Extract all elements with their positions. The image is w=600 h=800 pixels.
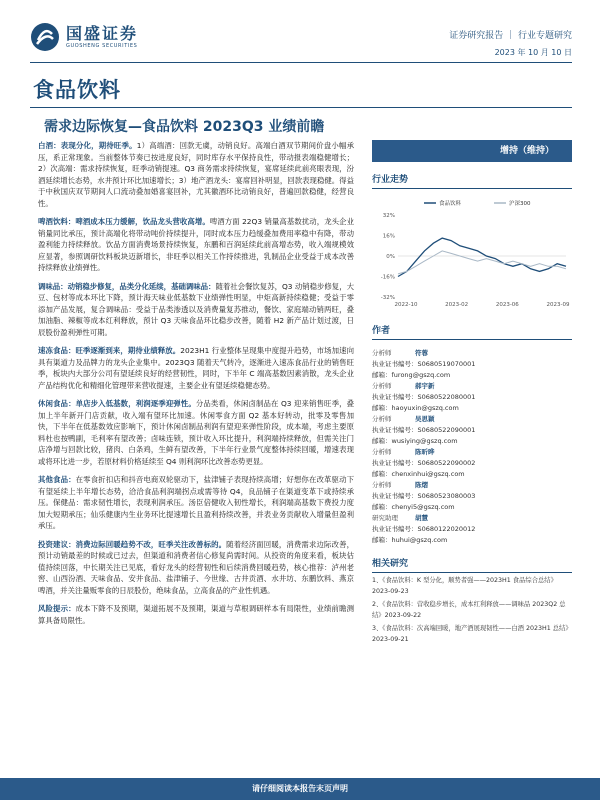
page-title: 食品饮料: [33, 78, 121, 102]
rating-badge: 增持（维持）: [372, 140, 572, 162]
related-research-list: [372, 576, 572, 645]
related-section-title: 相关研究: [372, 556, 572, 573]
paragraph: 休闲食品：单店步入低基数，利润逐季迎弹性。分品类看，休闲卤制品在 Q3 迎来销售旺季，叠加上半年新开门店贡献，收入端有望环比加速。休闲零食方面 Q2 基本好转动，批零及零售加快，下半年在低基数效应影响下，预计休闲卤制品利润有望迎来弹性阶段，成本端，考虑主要原料杜也按鸭副，毛利率有望改善；卤味连锁，预计收入环比提升，利润端持续释放，但需关注门店净增与回款比较，猪肉、白条鸡，生鲜有望改善，下半年行业景气度整体持续回暖，增速表现或将环比进一步，若原材料价格延续至 Q4 则利润环比改善态势更显。: [38, 399, 354, 466]
author-email[interactable]: wusiying@gszq.com: [391, 437, 458, 445]
title-divider: [30, 107, 572, 108]
author-entry: 分析师 陈昕晔 执业证书编号： S0680522090002 邮箱： chenxinhui@gszq.com: [372, 448, 476, 478]
authors-list: [372, 348, 572, 546]
report-title: 需求边际恢复—食品饮料 2023Q3 业绩前瞻: [44, 119, 325, 135]
logo-chinese-name: 国盛证券: [66, 24, 139, 43]
y-tick-label: 0%: [386, 254, 395, 260]
paragraph: 啤酒饮料：啤酒成本压力缓解，饮品龙头营收高增。啤酒方面 22Q3 销量高基数扰动，龙头企业销量同比承压，预计高端化将带动吨价持续提升，同时成本压力趋缓叠加费用率稳中有降，带动盈利能力持续释放。饮品方面消费场景持续恢复，东鹏和百润延续此前高增态势，收入端规模效应显著，参照调研饮料板块迈新增长，非旺季以相关工作持续推进，乳制品企业受益于成本改善持续释放业绩弹性。: [38, 217, 354, 272]
footer-disclaimer: 请仔细阅读本报告末页声明: [252, 784, 348, 793]
paragraph: 速冻食品：旺季逐渐到来，期待业绩释放。2023H1 行业整体呈现集中度提升趋势，市场加速向具有渠道力及品牌力的龙头企业集中。2023Q3 随着天气转冷，逐渐进入速冻食品行业的销售旺季，板块内大部分公司有望延续良好的经营韧性，同时，下半年 C 端高基数因素消散，龙头企业产品结构优化和精细化管理带来营收提速，主要企业有望延续稳健态势。: [38, 346, 354, 390]
y-tick-label: -16%: [380, 274, 395, 281]
report-date: 2023 年 10 月 10 日: [494, 48, 572, 57]
paragraph: 风险提示：成本下降不及预期，渠道拓展不及预期，渠道与草根调研样本有局限性，业绩前瞻测算具备局限性。: [38, 604, 354, 625]
x-tick-label: 2023-06: [495, 302, 519, 308]
related-item[interactable]: 2、《食品饮料：营收稳步增长，成本红利释放——调味品 2023Q2 总结》2023-09-22: [372, 601, 566, 619]
legend-label: 食品饮料: [439, 201, 462, 207]
related-item[interactable]: 1、《食品饮料：K 型分化，顺势者强——2023H1 食品综合总结》2023-09-23: [372, 577, 557, 595]
header-divider: [30, 62, 572, 63]
related-item[interactable]: 3、《食品饮料：次高端回暖，地产酒展现韧性——白酒 2023H1 总结》2023-09-21: [372, 625, 572, 643]
main-body: [38, 140, 354, 633]
authors-section-title: 作者: [372, 323, 572, 340]
x-tick-label: 2023-09: [546, 302, 570, 308]
author-email[interactable]: huhui@gszq.com: [391, 536, 448, 544]
author-email[interactable]: haoyuxin@gszq.com: [391, 404, 459, 412]
y-tick-label: 32%: [382, 213, 395, 219]
author-entry: 分析师 郝宇新 执业证书编号： S0680522080001 邮箱： haoyuxin@gszq.com: [372, 382, 476, 412]
author-entry: 分析师 陈熠 执业证书编号： S0680523080003 邮箱： chenyi5@gszq.com: [372, 481, 476, 511]
trend-section-title: 行业走势: [372, 172, 572, 189]
paragraph: 投资建议：消费边际回暖趋势不改，旺季关注改善标的。随着经济面回暖，消费需求边际改善，预计动销最差的时候或已过去，但渠道和消费者信心修复尚需时间。从投资的角度来看，板块估值持续回落，中长期关注已见底，看好龙头的经营韧性和后续消费回暖趋势，核心推荐：泸州老窖、山西汾酒、天味食品、安井食品、盐津铺子、今世缘、古井贡酒、水井坊、东鹏饮料、燕京啤酒，并关注量贩零食的日辰股份，绝味食品，立高食品的产业性机遇。: [38, 539, 354, 595]
paragraph: 调味品：动销稳步修复，品类分化延续，基础调味品：随着社会餐饮复苏，Q3 动销稳步修复，大豆、包材等成本环比下降，预计海天味业低基数下业绩弹性明显，中炬高新持续稳健；受益于零添加产品发展，复合调味品：受益于品类渗透以及消费量复苏推动，餐饮、家庭端动销两旺，叠加油脂、辣椒等成本红利释放，预计 Q3 天味食品环比稳步改善，随着 H2 新产品计划过渡，日辰股份盈利弹性可期。: [38, 281, 354, 337]
x-tick-label: 2022-10: [394, 302, 418, 308]
sidebar: [372, 140, 572, 648]
series-line: [398, 238, 566, 276]
logo-english-name: GUOSHENG SECURITIES: [66, 43, 138, 49]
author-entry: 研究助理 胡慧 执业证书编号： S0680122020012 邮箱： huhui@gszq.com: [372, 514, 476, 544]
trend-chart: [372, 195, 572, 313]
paragraph: 白酒：表现分化，期待旺季。1）高端酒：回款无虞，动销良好。高端白酒双节期间价盘小幅承压，系正常现象。当前整体节奏已按进度良好，同时库存水平保持良性，带动报表端稳健增长；2）次高端：需求持续恢复，旺季动销提速。Q3 商务需求持续恢复，宴席延续此前亮眼表现，汾酒延续增长态势，水井预计环比加速增长；3）地产酒龙头：宴席回补明显，回款表现稳健。得益于中秋国庆双节期间人口流动叠加婚喜宴回补，尤其徽酒环比动销良好，普遍回款稳健，经营良性。: [38, 141, 354, 208]
x-tick-label: 2023-02: [445, 302, 469, 308]
author-email[interactable]: furong@gszq.com: [391, 371, 451, 379]
author-entry: 分析师 符蓉 执业证书编号： S0680519070001 邮箱： furong@gszq.com: [372, 349, 476, 379]
footer-bar: [0, 778, 600, 800]
y-tick-label: 16%: [382, 233, 395, 240]
report-header: [0, 0, 600, 66]
trend-chart-svg: [372, 195, 572, 313]
report-type: 证券研究报告 ｜ 行业专题研究: [449, 31, 572, 41]
logo-mark-icon: [30, 22, 60, 52]
author-entry: 分析师 吴思颖 执业证书编号： S0680522090001 邮箱： wusiying@gszq.com: [372, 415, 476, 445]
paragraph: 其他食品：在零食折扣店和抖音电商双轮驱动下，盐津铺子表现持续高增；好想你在改革驱动下有望延续上半年增长态势，洽洽食品利润端拐点或需等待 Q4，良品铺子在渠道变革下或持续承压。保健品：需求韧性增长，表现利润承压。汤臣倍健收入韧性增长，利润端高基数下费投力度加大短期承压；仙乐健康内生业务环比提速增长且盈利持续改善，并表业务贡献收入增量但盈利承压。: [38, 475, 354, 530]
company-logo: [30, 22, 138, 52]
y-tick-label: -32%: [380, 295, 395, 301]
author-email[interactable]: chenyi5@gszq.com: [391, 503, 455, 511]
author-email[interactable]: chenxinhui@gszq.com: [391, 470, 465, 478]
legend-label: 沪深300: [509, 201, 531, 207]
